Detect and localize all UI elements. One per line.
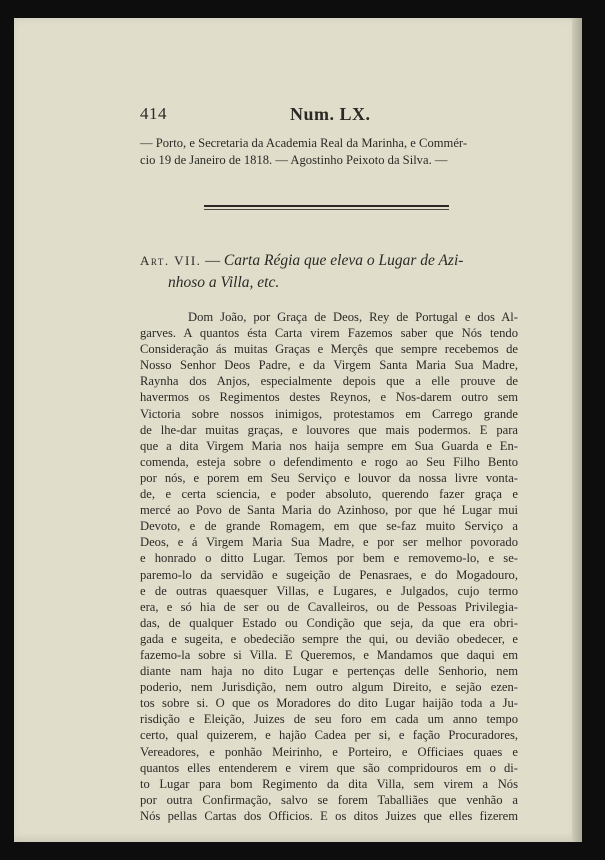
article-body bbox=[140, 309, 518, 824]
book-page bbox=[14, 18, 582, 842]
body-line: Dom João, por Graça de Deos, Rey de Portugal e dos Al- bbox=[188, 310, 518, 324]
body-line: por outra Confirmação, salvo se forem Taballiães que venhão a bbox=[140, 792, 518, 807]
body-line: por nós, e porem em Seu Serviço e louvor da nossa livre vonta- bbox=[140, 470, 518, 485]
body-line: Nosso Senhor Deos Padre, e da Virgem Santa Maria Sua Madre, bbox=[140, 358, 518, 373]
body-line: Deos, e á Virgem Maria Sua Madre, e por ser melhor povorado bbox=[140, 535, 518, 550]
article-heading bbox=[140, 250, 515, 294]
body-line: Victoria sobre nossos inimigos, protestamos em Carrego grande bbox=[140, 406, 518, 421]
article-title-line-2: nhoso a Villa, etc. bbox=[168, 274, 280, 291]
text-line: cio 19 de Janeiro de 1818. — Agostinho Peixoto da Silva. — bbox=[140, 152, 448, 167]
body-line: Consideração ás muitas Graças e Merçês que sempre recebemos de bbox=[140, 342, 518, 357]
body-line: paremo-lo da servidão e sugeição de Penasraes, e do Mogadouro, bbox=[140, 567, 518, 582]
body-line: fazemo-la sobre si Villa. E Queremos, e Mandamos que daqui em bbox=[140, 647, 518, 662]
page-header bbox=[140, 104, 510, 126]
article-title-line-1: Carta Régia que eleva o Lugar de Azi- bbox=[223, 252, 464, 269]
previous-article-ending bbox=[140, 135, 510, 168]
body-line: e de outras quaesquer Villas, e Lugares, e Julgados, cujo termo bbox=[140, 583, 518, 598]
body-line: comenda, esteja sobre o defendimento e rogo ao Seu Filho Bento bbox=[140, 454, 518, 469]
text-line: — Porto, e Secretaria da Academia Real da Marinha, e Commér- bbox=[140, 136, 468, 150]
body-line: poderio, nem Jurisdição, nem outro algum Direito, e sejão ezen- bbox=[140, 680, 518, 695]
running-title: Num. LX. bbox=[290, 104, 371, 124]
heading-dash: — bbox=[205, 253, 221, 269]
body-line: gada e sugeita, e obedecião sempre the qui, ou devião obedecer, e bbox=[140, 631, 518, 646]
body-line: Raynha dos Anjos, especialmente depois que a elle prouve de bbox=[140, 374, 518, 389]
section-divider-thin bbox=[204, 209, 449, 210]
body-line: certo, qual quizerem, e hajão Cadea per si, e fação Procuradores, bbox=[140, 728, 518, 743]
body-line: de, e certa sciencia, e poder absoluto, querendo fazer graça e bbox=[140, 487, 518, 502]
body-line: Vereadores, e ponhão Meirinho, e Porteiro, e Officiaes quaes e bbox=[140, 744, 518, 759]
body-line: e honrado o ditto Lugar. Temos por bem e removemo-lo, e se- bbox=[140, 551, 518, 566]
body-line: era, e só hia de ser ou de Cavalleiros, ou de Pessoas Privilegia- bbox=[140, 599, 518, 614]
body-line: to Lugar para bom Regimento da dita Villa, sem virem a Nós bbox=[140, 776, 518, 791]
body-line: havermos os Regimentos destes Reynos, e Nos-darem outro sem bbox=[140, 390, 518, 405]
page-gutter-shadow bbox=[572, 18, 582, 842]
body-line: risdição e Eleição, Juizes de seu foro em cada um anno tempo bbox=[140, 712, 518, 727]
body-line: tos sobre si. O que os Moradores do dito Lugar haijão toda a Ju- bbox=[140, 696, 518, 711]
body-line: que a dita Virgem Maria nos haija sempre em Sua Guarda e En- bbox=[140, 438, 518, 453]
article-label: Art. VII. bbox=[140, 253, 202, 268]
body-line: diante nam haja no dito Lugar e pertenças delle Senhorio, nem bbox=[140, 664, 518, 679]
body-line: das, de qualquer Estado ou Condição que seja, da que era obri- bbox=[140, 615, 518, 630]
body-line: de lhe-dar muitas graças, e louvores que mais podermos. E para bbox=[140, 422, 518, 437]
body-line: Devoto, e de grande Romagem, em que se-faz muito Serviço a bbox=[140, 519, 518, 534]
body-line: mercé ao Povo de Santa Maria do Azinhoso, por que hé Lugar mui bbox=[140, 503, 518, 518]
section-divider-thick bbox=[204, 205, 449, 207]
body-line: quantos elles entenderem e virem que são compridouros em o di- bbox=[140, 760, 518, 775]
body-line: Nós pellas Cartas dos Officios. E os ditos Juizes que elles fizerem bbox=[140, 808, 518, 823]
body-line: garves. A quantos ésta Carta virem Fazemos saber que Nós tendo bbox=[140, 326, 518, 341]
page-number: 414 bbox=[140, 104, 167, 123]
